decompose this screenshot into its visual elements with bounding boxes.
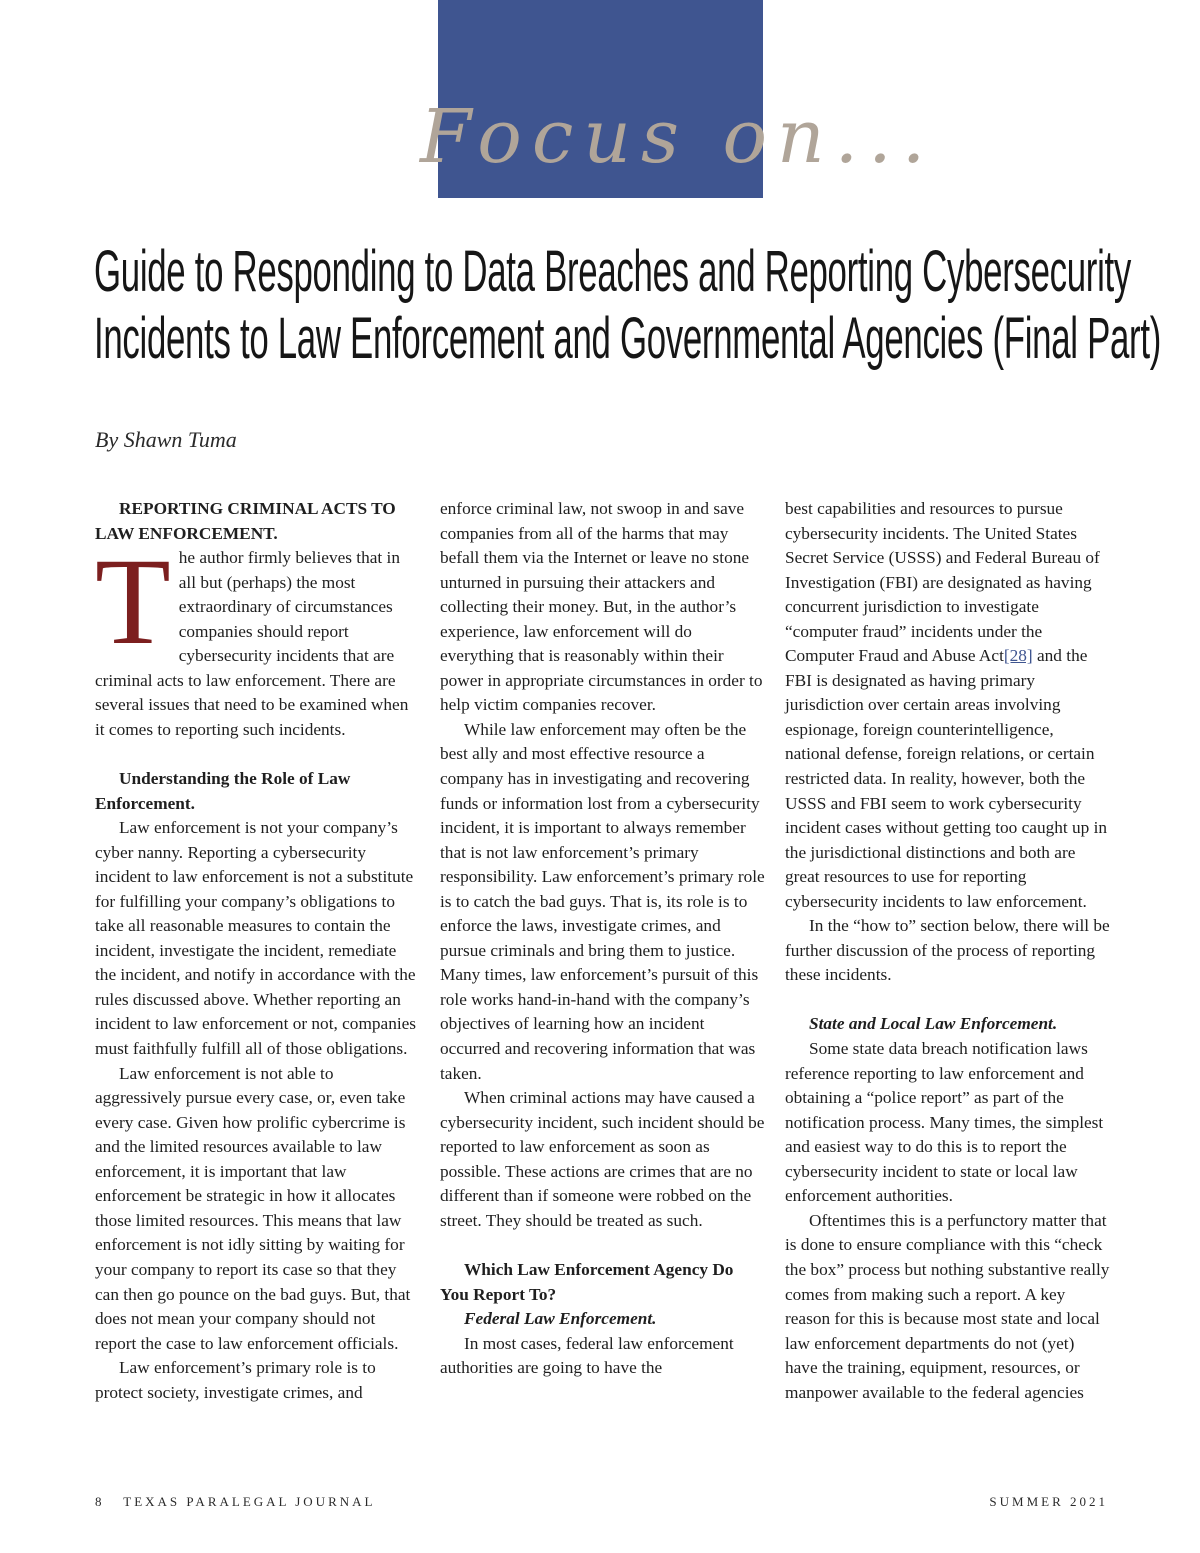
paragraph: enforce criminal law, not swoop in and save companies from all of the harms that may befall them via the Internet or leave no stone unturned in pursuing their attackers and collecting their money. But, in the author’s experience, law enforcement will do everything that is reasonably within their power in appropriate circumstances in order to help victim companies recover. <box>440 499 763 715</box>
paragraph: In most cases, federal law enforcement authorities are going to have the <box>440 1333 734 1378</box>
drop-cap: T <box>95 533 171 671</box>
journal-name: TEXAS PARALEGAL JOURNAL <box>123 1494 376 1509</box>
subheading-state-local: State and Local Law Enforcement. <box>809 1014 1058 1034</box>
paragraph: In the “how to” section below, there will be further discussion of the process of reporting these incidents. <box>785 916 1110 985</box>
intro-text: he author firmly believes that in all but (perhaps) the most extraordinary of circumstances companies should report cybersecurity incidents that are criminal acts to law enforcement. There are several issues that need to be examined when it comes to reporting such incidents. <box>95 548 409 739</box>
column-3 <box>785 497 1110 1405</box>
intro-paragraph <box>95 533 420 742</box>
section-heading-role: Understanding the Role of Law Enforcement. <box>95 769 351 813</box>
paragraph: Law enforcement’s primary role is to protect society, investigate crimes, and <box>95 1358 376 1402</box>
column-2 <box>440 497 765 1381</box>
article-title <box>94 238 1161 372</box>
paragraph: Law enforcement is not able to aggressively pursue every case, or, even take every case. Given how prolific cybercrime is and the limited resources available to law enforcement, it is important that law enforcement be strategic in how it allocates those limited resources. This means that law enforcement is not idly sitting by waiting for your company to report its case so that they can then go pounce on the bad guys. But, that does not mean your company should not report the case to law enforcement officials. <box>95 1063 411 1353</box>
paragraph: Some state data breach notification laws reference reporting to law enforcement and obtaining a “police report” as part of the notification process. Many times, the simplest and easiest way to do this is to report the cybersecurity incident to state or local law enforcement authorities. <box>785 1039 1104 1206</box>
footer-left <box>95 1494 375 1510</box>
focus-on-flourish: Focus on... <box>420 94 936 180</box>
footnote-link-28[interactable]: [28] <box>1003 646 1033 666</box>
subheading-federal: Federal Law Enforcement. <box>464 1309 657 1329</box>
section-heading-agency: Which Law Enforcement Agency Do You Report To? <box>440 1259 734 1304</box>
article-title-line-2: Incidents to Law Enforcement and Governmental Agencies (Final Part) <box>94 306 1161 371</box>
byline: By Shawn Tuma <box>95 427 237 452</box>
issue-date: SUMMER 2021 <box>989 1494 1108 1509</box>
paragraph: Law enforcement is not your company’s cyber nanny. Reporting a cybersecurity incident to law enforcement is not a substitute for fulfilling your company’s obligations to take all reasonable measures to contain the incident, investigate the incident, remediate the incident, and notify in accordance with the rules discussed above. Whether reporting an incident to law enforcement or not, companies must faithfully fulfill all of those obligations. <box>95 818 417 1059</box>
paragraph: When criminal actions may have caused a cybersecurity incident, such incident should be reported to law enforcement as soon as possible. These actions are crimes that are no different than if someone were robbed on the street. They should be treated as such. <box>440 1088 765 1230</box>
paragraph: While law enforcement may often be the best ally and most effective resource a company has in investigating and recovering funds or information lost from a cybersecurity incident, it is important to always remember that is not law enforcement’s primary responsibility. Law enforcement’s primary role is to catch the bad guys. That is, its role is to enforce the laws, investigate crimes, and pursue criminals and bring them to justice. Many times, law enforcement’s pursuit of this role works hand-in-hand with the company’s objectives of learning how an incident occurred and recovering information that was taken. <box>440 719 765 1083</box>
page-number: 8 <box>95 1494 105 1509</box>
paragraph: Oftentimes this is a perfunctory matter that is done to ensure compliance with this “check the box” process but nothing substantive really comes from making such a report. A key reason for this is because most state and local law enforcement departments do not (yet) have the training, equipment, resources, or manpower available to the federal agencies <box>785 1210 1110 1402</box>
section-heading-reporting: REPORTING CRIMINAL ACTS TO LAW ENFORCEMENT. <box>95 499 396 543</box>
column-1 <box>95 497 420 1405</box>
paragraph-with-footnote <box>785 497 1110 914</box>
paragraph-text: best capabilities and resources to pursue cybersecurity incidents. The United States Secret Service (USSS) and Federal Bureau of Investigation (FBI) are designated as having concurrent jurisdiction to investigate “computer fraud” incidents under the Computer Fraud and Abuse Act <box>785 499 1100 666</box>
article-title-line-1: Guide to Responding to Data Breaches and Reporting Cybersecurity <box>94 239 1132 304</box>
paragraph-text: and the FBI is designated as having primary jurisdiction over certain areas involving espionage, foreign counterintelligence, national defense, foreign relations, or certain restricted data. In reality, however, both the USSS and FBI seem to work cybersecurity incident cases without getting too caught up in the jurisdictional distinctions and both are great resources to use for reporting cybersecurity incidents to law enforcement. <box>785 646 1108 911</box>
